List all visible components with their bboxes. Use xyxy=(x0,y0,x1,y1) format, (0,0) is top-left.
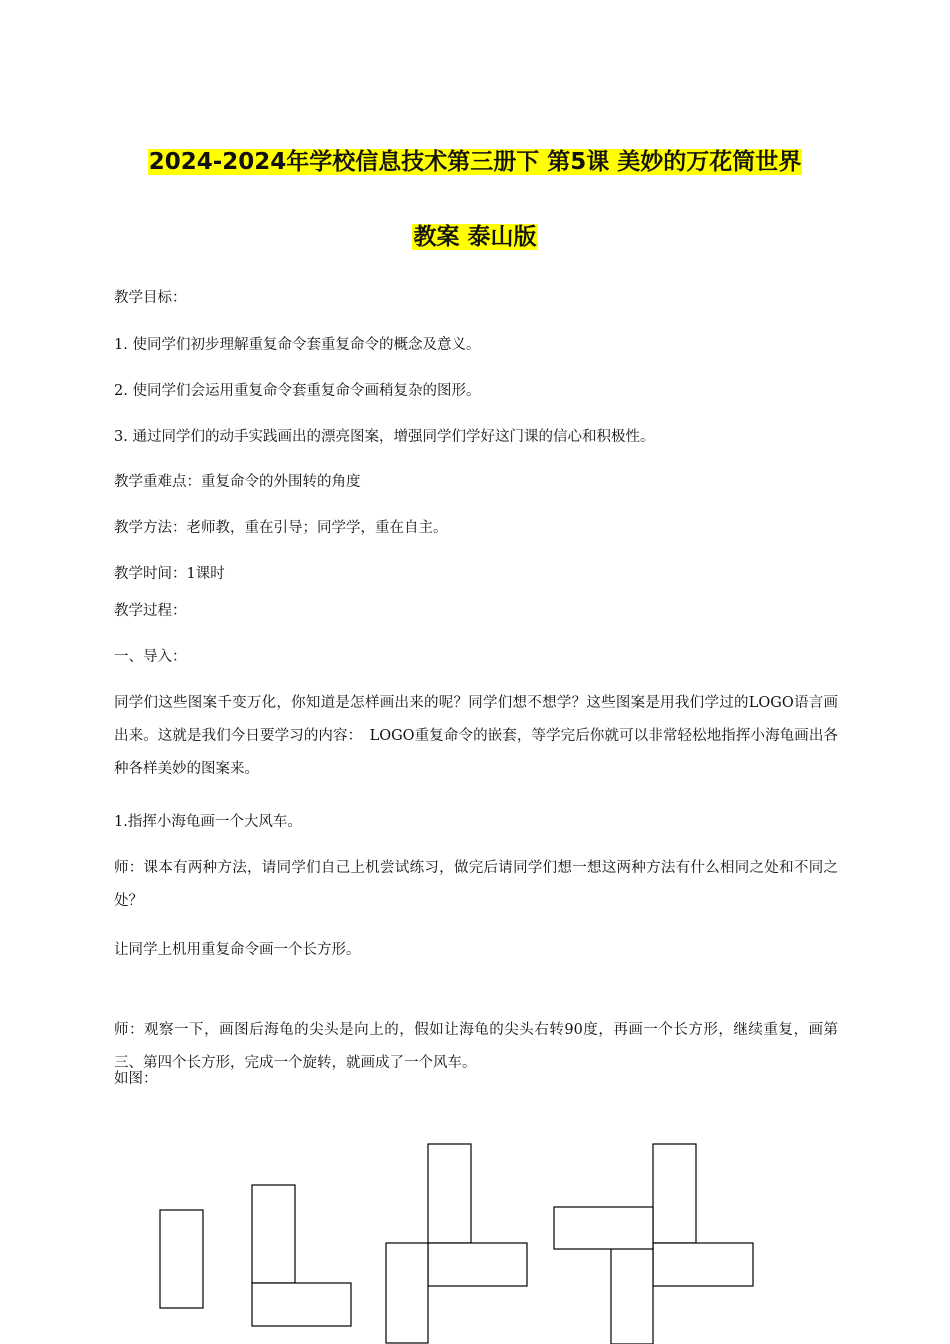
rectangle xyxy=(428,1144,471,1243)
goal-item-2: 2. 使同学们会运用重复命令套重复命令画稍复杂的图形。 xyxy=(114,383,481,399)
rectangle xyxy=(611,1248,653,1344)
goal-item-1: 1. 使同学们初步理解重复命令套重复命令的概念及意义。 xyxy=(114,337,481,353)
figure-step-4 xyxy=(554,1144,753,1344)
figure-step-2 xyxy=(252,1185,351,1326)
teacher-remark-1: 师：课本有两种方法，请同学们自己上机尝试练习，做完后请同学们想一想这两种方法有什么相同之处和不同之处？ xyxy=(114,860,838,909)
intro-heading: 一、导入： xyxy=(114,649,187,665)
rectangle xyxy=(554,1207,653,1249)
document-title-line-2 xyxy=(0,222,950,252)
title-text-2: 教案 泰山版 xyxy=(413,224,537,250)
figure-step-1 xyxy=(160,1210,203,1308)
rectangle xyxy=(252,1283,351,1326)
key-points: 教学重难点：重复命令的外围转的角度 xyxy=(114,474,361,490)
teaching-method: 教学方法：老师教，重在引导；同学学，重在自主。 xyxy=(114,520,448,536)
student-instruction: 让同学上机用重复命令画一个长方形。 xyxy=(114,942,361,958)
figure-step-3 xyxy=(386,1144,527,1343)
rectangle xyxy=(653,1144,696,1243)
figure-caption: 如图： xyxy=(114,1071,158,1087)
intro-paragraph: 同学们这些图案千变万化，你知道是怎样画出来的呢？同学们想不想学？这些图案是用我们学过的LOGO语言画出来。这就是我们今日要学习的内容： LOGO重复命令的嵌套，等学完后你就可以非常轻松地指挥小海龟画出各种各样美妙的图案来。 xyxy=(114,695,838,777)
goal-item-3: 3. 通过同学们的动手实践画出的漂亮图案，增强同学们学好这门课的信心和积极性。 xyxy=(114,429,655,445)
rectangle xyxy=(386,1243,428,1343)
step-1: 1.指挥小海龟画一个大风车。 xyxy=(114,814,302,830)
teacher-remark-2: 师：观察一下，画图后海龟的尖头是向上的，假如让海龟的尖头右转90度，再画一个长方形，继续重复，画第三、第四个长方形，完成一个旋转，就画成了一个风车。 xyxy=(114,1022,838,1071)
rectangle xyxy=(428,1243,527,1286)
teaching-time: 教学时间：1课时 xyxy=(114,566,225,582)
title-text-1: 2024-2024年学校信息技术第三册下 第5课 美妙的万花筒世界 xyxy=(148,149,802,175)
goals-heading: 教学目标： xyxy=(114,290,187,306)
rectangle xyxy=(653,1243,753,1286)
windmill-figure xyxy=(0,1120,950,1344)
process-heading: 教学过程： xyxy=(114,603,187,619)
document-title-line-1 xyxy=(0,147,950,177)
rectangle xyxy=(160,1210,203,1308)
rectangle xyxy=(252,1185,295,1283)
